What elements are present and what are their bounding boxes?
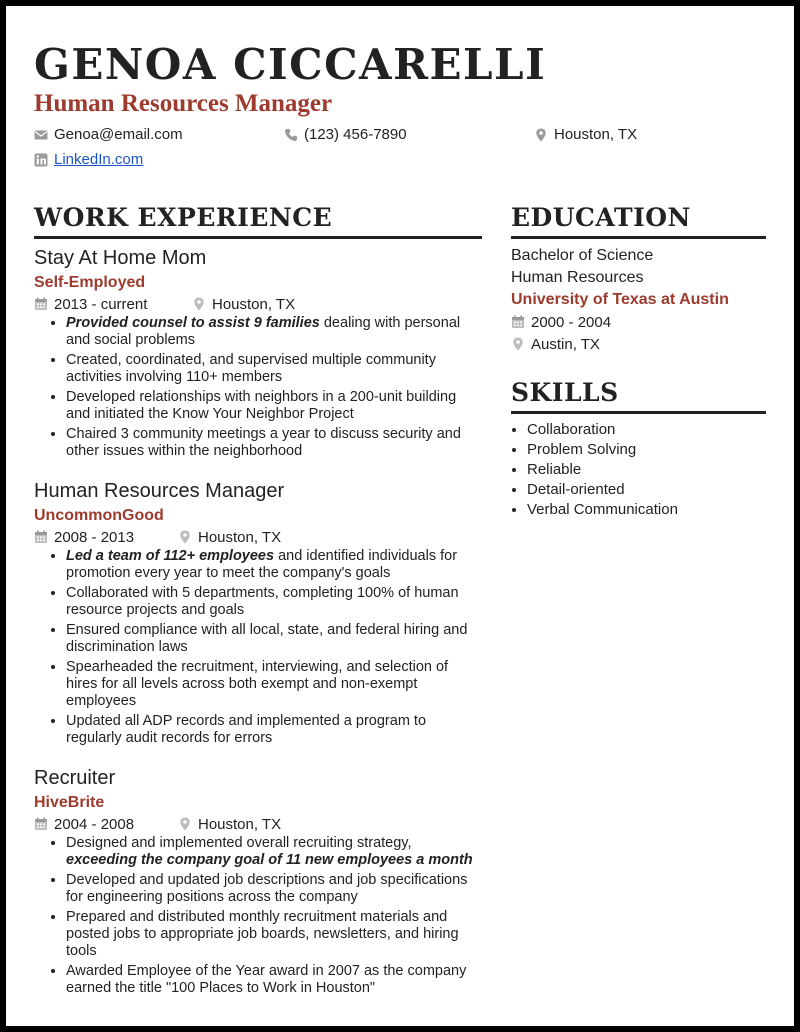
job-location [178,529,281,546]
map-pin-icon [511,337,525,351]
bullet-emphasis: Led a team of 112+ employees [66,548,275,564]
linkedin-link[interactable]: LinkedIn.com [54,151,144,168]
sidebar [511,202,766,520]
bullet-pre: Created, coordinated, and supervised multiple community activities involving 110+ members [66,352,436,385]
email-text: Genoa@email.com [54,126,183,143]
skills-heading: SKILLS [511,377,766,414]
job-location [178,816,281,833]
job-entry [34,478,482,747]
bullet-pre: Chaired 3 community meetings a year to discuss security and other issues within the neighborhood [66,426,461,459]
job-dates-text: 2013 - current [54,295,148,313]
job-location [192,296,295,313]
calendar-icon [34,530,48,544]
bullet-pre: Updated all ADP records and implemented a program to regularly audit records for errors [66,713,427,746]
bullet-item [66,872,482,906]
education-heading: EDUCATION [511,202,766,239]
job-bullets [34,315,482,460]
phone-text: (123) 456-7890 [304,126,407,143]
job-meta [34,526,482,548]
bullet-pre: Developed relationships with neighbors in a 200-unit building and initiated the Know Your Neighbor Project [66,389,457,422]
bullet-item [66,585,482,619]
company-name: Self-Employed [34,274,146,291]
bullet-item [66,315,482,349]
bullet-item [66,548,482,582]
job-meta [34,813,482,835]
bullet-item [66,426,482,460]
work-experience-heading: WORK EXPERIENCE [34,202,482,239]
skill-item: • Detail-oriented [527,480,766,500]
calendar-icon [34,817,48,831]
phone-icon [284,128,298,142]
bullet-pre: Prepared and distributed monthly recruitment materials and posted jobs to appropriate job boards, newsletters, and hiring tools [66,909,459,959]
bullet-emphasis: Provided counsel to assist 9 families [66,315,320,331]
job-entry [34,245,482,460]
job-location-text: Houston, TX [198,815,282,833]
bullet-pre: Awarded Employee of the Year award in 2007 as the company earned the title "100 Places to Work in Houston" [66,963,467,996]
education-location [511,333,766,355]
bullet-pre: Collaborated with 5 departments, completing 100% of human resource projects and goals [66,585,459,618]
bullet-item [66,352,482,386]
map-pin-icon [192,297,206,311]
job-dates [34,816,134,833]
candidate-role: Human Resources Manager [34,90,333,117]
job-dates-text: 2008 - 2013 [54,528,135,546]
bullet-item [66,622,482,656]
envelope-icon [34,128,48,142]
job-bullets [34,548,482,747]
skill-item: • Reliable [527,460,766,480]
education-dates-text: 2000 - 2004 [531,313,612,331]
job-location-text: Houston, TX [198,528,282,546]
job-dates-text: 2004 - 2008 [54,815,135,833]
job-title: Stay At Home Mom [34,247,207,269]
job-title: Human Resources Manager [34,480,285,502]
bullet-item [66,835,482,869]
job-entry [34,765,482,997]
company-name: HiveBrite [34,794,105,811]
bullet-item [66,389,482,423]
bullet-item [66,963,482,997]
candidate-name: GENOA CICCARELLI [34,40,547,89]
resume-page [6,6,794,1026]
skills-list [511,420,766,520]
skill-item: • Verbal Communication [527,500,766,520]
skill-item: • Collaboration [527,420,766,440]
contact-email [34,126,183,143]
bullet-pre: Developed and updated job descriptions and job specifications for engineering positions across the company [66,872,468,905]
work-experience-section [34,202,482,1000]
contact-linkedin [34,151,143,168]
bullet-emphasis: exceeding the company goal of 11 new employees a month [66,852,473,868]
job-dates [34,296,147,313]
education-section [511,202,766,355]
map-pin-icon [178,530,192,544]
job-location-text: Houston, TX [212,295,296,313]
job-dates [34,529,134,546]
calendar-icon [511,315,525,329]
job-title: Recruiter [34,767,116,789]
education-location-text: Austin, TX [531,335,600,353]
degree: Bachelor of Science [511,247,654,264]
bullet-pre: Ensured compliance with all local, state, and federal hiring and discrimination laws [66,622,468,655]
contact-location [534,126,637,143]
skill-item: • Problem Solving [527,440,766,460]
linkedin-icon [34,153,48,167]
location-text: Houston, TX [554,126,638,143]
company-name: UncommonGood [34,507,164,524]
map-pin-icon [178,817,192,831]
skills-section [511,377,766,520]
bullet-item [66,659,482,710]
bullet-post: dealing with personal and social problems [66,315,461,348]
job-bullets [34,835,482,997]
bullet-pre: Designed and implemented overall recruiting strategy, [66,835,412,851]
calendar-icon [34,297,48,311]
job-meta [34,293,482,315]
bullet-item [66,909,482,960]
school-name: University of Texas at Austin [511,291,729,308]
bullet-item [66,713,482,747]
bullet-pre: Spearheaded the recruitment, interviewing, and selection of hires for all levels across both exempt and non-exempt employees [66,659,449,709]
contact-phone [284,126,407,143]
bullet-post: and identified individuals for promotion every year to meet the company's goals [66,548,458,581]
map-pin-icon [534,128,548,142]
education-dates [511,311,766,333]
job-list [34,245,482,997]
field-of-study: Human Resources [511,269,644,286]
